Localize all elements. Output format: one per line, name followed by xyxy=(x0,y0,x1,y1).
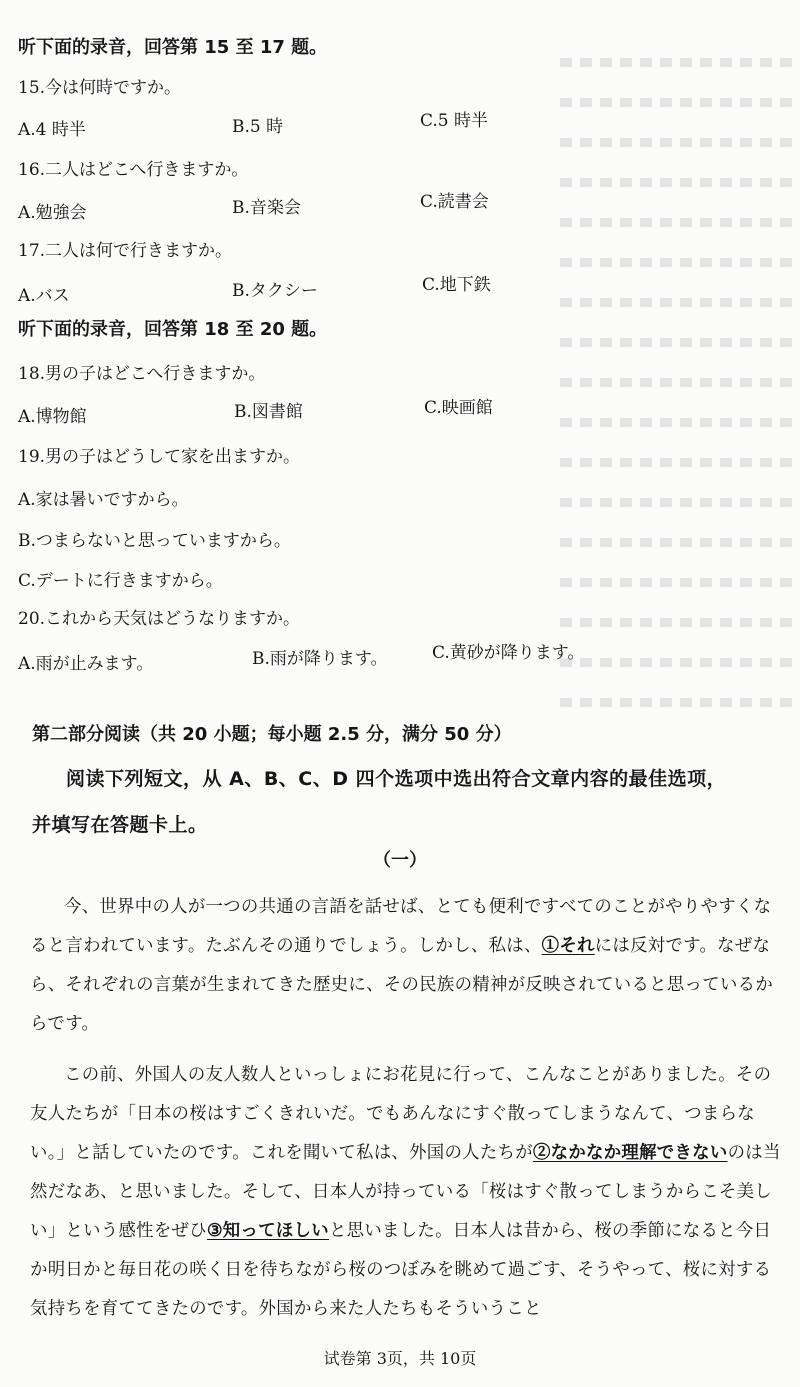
question-17: 17.二人は何で行きますか。 xyxy=(18,241,233,261)
reading-instruction-line1: 阅读下列短文，从 A、B、C、D 四个选项中选出符合文章内容的最佳选项， xyxy=(66,768,727,790)
option-20-b: B.雨が降ります。 xyxy=(252,649,388,669)
paragraph-2 xyxy=(30,1056,782,1329)
underline-3: ③知ってほしい xyxy=(206,1221,329,1241)
reading-instruction-line2: 并填写在答题卡上。 xyxy=(32,814,208,836)
option-15-c: C.5 時半 xyxy=(420,111,489,131)
question-15: 15.今は何時ですか。 xyxy=(18,78,182,98)
underline-1: ①それ xyxy=(541,936,595,956)
option-18-c: C.映画館 xyxy=(424,398,493,418)
paragraph-2-text-a: この前、外国人の友人数人といっしょにお花見に行って、こんなことがありました。その友人たちが「日本の桜はすごくきれいだ。でもあんなにすぐ散ってしまうなんて、つまらない。」と話していたのです。これを聞いて私は、外国の人たちが xyxy=(30,1065,772,1163)
option-18-b: B.図書館 xyxy=(234,402,303,422)
paragraph-2-text-b: のは当然だなあ、と思いました。そして、日本人が持っている「桜はすぐ散ってしまうからこそ美しい」という感性をぜひ xyxy=(30,1143,781,1241)
option-19-b: B.つまらないと思っていますから。 xyxy=(18,531,291,551)
question-18: 18.男の子はどこへ行きますか。 xyxy=(18,364,266,384)
option-17-a: A.バス xyxy=(18,286,70,306)
bleed-through-texture xyxy=(560,58,795,758)
listening-heading-18-20: 听下面的录音，回答第 18 至 20 题。 xyxy=(18,319,328,340)
option-15-a: A.4 時半 xyxy=(18,120,86,140)
option-15-b: B.5 時 xyxy=(232,117,284,137)
paragraph-1-text-b: には反対です。なぜなら、それぞれの言葉が生まれてきた歴史に、その民族の精神が反映されていると思っているからです。 xyxy=(30,936,774,1034)
paragraph-1 xyxy=(30,888,782,1044)
option-20-a: A.雨が止みます。 xyxy=(18,654,154,674)
option-19-c: C.デートに行きますから。 xyxy=(18,571,223,591)
passage-body xyxy=(30,888,782,1329)
option-17-b: B.タクシー xyxy=(232,281,318,301)
option-16-a: A.勉強会 xyxy=(18,203,87,223)
option-17-c: C.地下鉄 xyxy=(422,275,491,295)
option-16-c: C.読書会 xyxy=(420,192,489,212)
option-16-b: B.音楽会 xyxy=(232,198,301,218)
question-19: 19.男の子はどうして家を出ますか。 xyxy=(18,447,301,467)
listening-heading-15-17: 听下面的录音，回答第 15 至 17 题。 xyxy=(18,37,328,58)
option-20-c: C.黄砂が降ります。 xyxy=(432,643,585,663)
reading-section-title: 第二部分阅读（共 20 小题；每小题 2.5 分，满分 50 分） xyxy=(32,724,512,745)
underline-2: ②なかなか理解できない xyxy=(532,1143,728,1163)
page-footer: 试卷第 3页，共 10页 xyxy=(323,1349,477,1368)
paragraph-1-text-a: 今、世界中の人が一つの共通の言語を話せば、とても便利ですべてのことがやりやすくなると言われています。たぶんその通りでしょう。しかし、私は、 xyxy=(30,897,772,956)
question-16: 16.二人はどこへ行きますか。 xyxy=(18,160,249,180)
question-20: 20.これから天気はどうなりますか。 xyxy=(18,609,301,629)
option-18-a: A.博物館 xyxy=(18,407,87,427)
option-19-a: A.家は暑いですから。 xyxy=(18,490,189,510)
passage-number: （一） xyxy=(373,850,427,871)
paragraph-2-text-c: と思いました。日本人は昔から、桜の季節になると今日か明日かと毎日花の咲く日を待ちながら桜のつぼみを眺めて過ごす、そうやって、桜に対する気持ちを育ててきたのです。外国から来た人たちもそういうこと xyxy=(30,1221,772,1319)
